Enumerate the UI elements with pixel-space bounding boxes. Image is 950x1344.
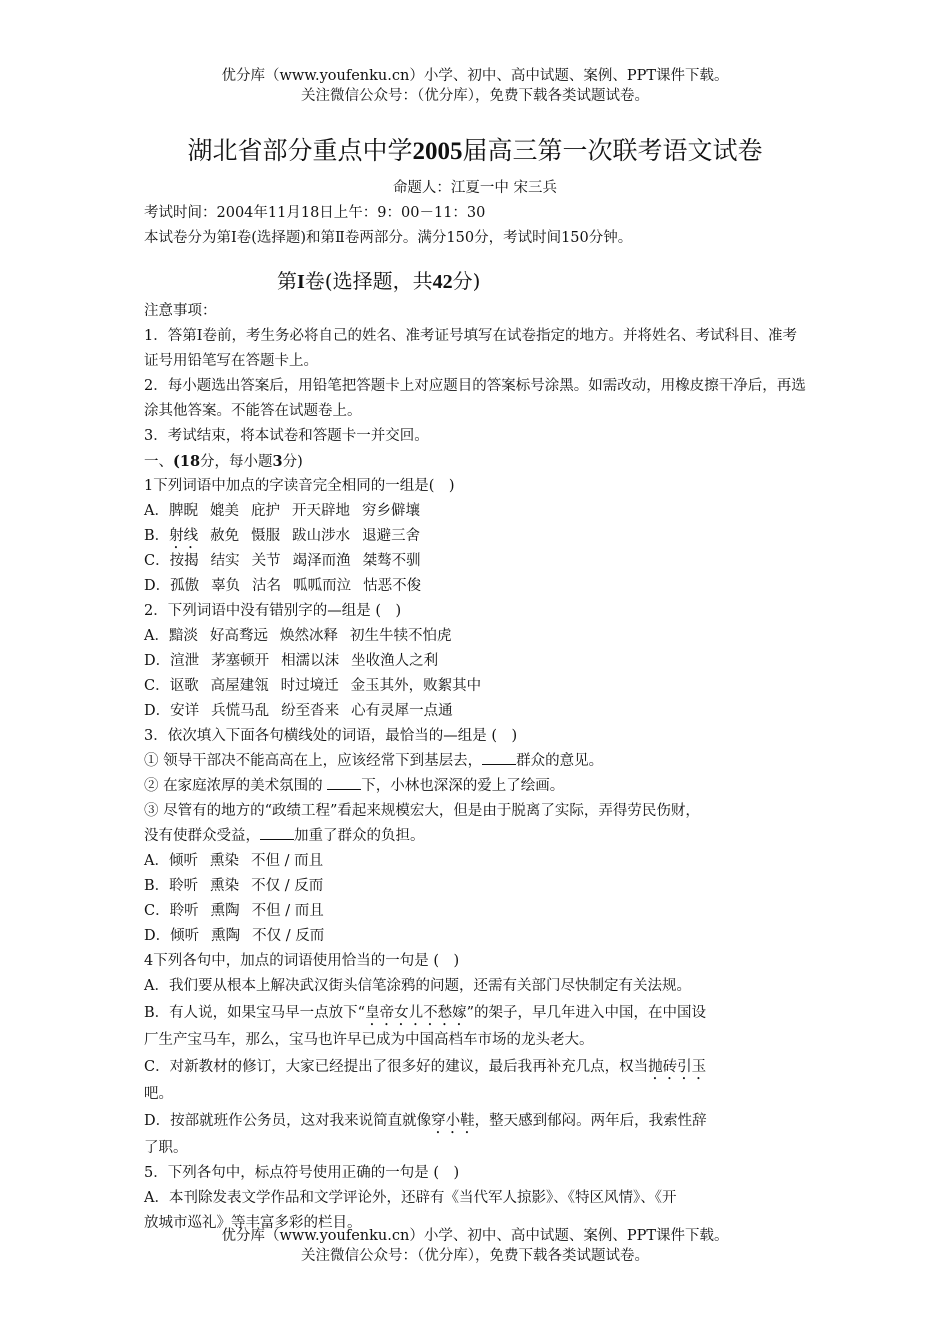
option-letter: C． — [144, 678, 170, 694]
part-heading — [144, 449, 808, 474]
part-mid: 分，每小题 — [200, 454, 273, 470]
option-letter: A． — [144, 628, 169, 644]
option-term: 退避三舍 — [362, 528, 421, 544]
q3-option-b — [144, 874, 808, 899]
option-term: 不仅 / 反而 — [251, 878, 324, 894]
part-pre: 一、 — [144, 454, 173, 470]
option-letter: D． — [144, 578, 171, 594]
option-term: 时过境迁 — [280, 678, 339, 694]
section-score: 42 — [432, 271, 453, 293]
title-post: 届高三第一次联考语文试卷 — [462, 136, 763, 165]
q3-sentence-2 — [144, 774, 808, 799]
option-term: 怙恶不俊 — [363, 578, 422, 594]
notes-title: 注意事项： — [144, 303, 217, 319]
q1-option-d — [144, 574, 808, 599]
q3-option-d — [144, 924, 808, 949]
option-term: 兵慌马乱 — [211, 703, 270, 719]
note-2: 2．每小题选出答案后，用铅笔把答题卡上对应题目的答案标号涂黑。如需改动，用橡皮擦干净后，再选涂其他答案。不能答在试题卷上。 — [144, 378, 806, 419]
option-letter: B． — [144, 878, 170, 894]
q2-stem: 2．下列词语中没有错别字的—组是 ( ) — [144, 603, 402, 619]
q4-option-c — [144, 1053, 808, 1082]
sentence-part: ”的架子，早几年进入中国，在中国设 — [466, 1005, 706, 1021]
option-letter: B． — [144, 528, 170, 544]
option-term: 关节 — [251, 553, 281, 569]
option-term: 相濡以沫 — [281, 653, 340, 669]
option-term: 聆听 — [169, 903, 199, 919]
header-line-1: 优分库（www.youfenku.cn）小学、初中、高中试题、案例、PPT课件下载。 — [221, 68, 729, 84]
option-term: 金玉其外，败絮其中 — [350, 678, 482, 694]
option-letter: A． — [144, 853, 169, 869]
q1-stem: 1下列词语中加点的字读音完全相同的一组是( ) — [144, 478, 455, 494]
option-term: 跋山涉水 — [292, 528, 351, 544]
q1-option-a — [144, 499, 808, 524]
part-each: 3 — [272, 453, 283, 470]
dotted-phrase: 穿小鞋 — [431, 1113, 475, 1129]
footer-line-2: 关注微信公众号：（优分库），免费下载各类试题试卷。 — [301, 1248, 649, 1264]
part-score: (18 — [173, 453, 201, 470]
option-term: 熏染 — [209, 853, 239, 869]
q3-sentence-3: ③ 尽管有的地方的“政绩工程”看起来规模宏大，但是由于脱离了实际，弄得劳民伤财， — [144, 803, 700, 819]
sentence-part: ，整天感到郁闷。两年后，我索性辞 — [474, 1113, 707, 1129]
option-term: 好高骛远 — [209, 628, 268, 644]
option-letter: C． — [144, 553, 170, 569]
blank-line — [260, 825, 294, 840]
q4-option-c-cont: 吧。 — [144, 1086, 173, 1102]
option-term: 结实 — [210, 553, 240, 569]
option-term: 黯淡 — [168, 628, 198, 644]
part-post: 分) — [282, 454, 303, 470]
title-year: 2005 — [412, 138, 463, 165]
q1-option-b — [144, 524, 808, 549]
option-term: 竭泽而渔 — [292, 553, 351, 569]
option-term: 初生牛犊不怕虎 — [349, 628, 452, 644]
footer-line-1: 优分库（www.youfenku.cn）小学、初中、高中试题、案例、PPT课件下载。 — [221, 1228, 729, 1244]
option-term: 讴歌 — [169, 678, 199, 694]
option-term: 孤傲 — [170, 578, 200, 594]
dotted-phrase: 皇帝女儿不愁嫁 — [365, 1005, 467, 1021]
option-term: 赦免 — [210, 528, 240, 544]
option-term: 聆听 — [169, 878, 199, 894]
author-line: 命题人：江夏一中 宋三兵 — [392, 180, 558, 196]
blank-line — [327, 775, 361, 790]
q5-option-a-cont: 放城市巡礼》等丰富多彩的栏目。 — [144, 1215, 362, 1231]
q4-option-b — [144, 999, 808, 1028]
note-3: 3．考试结束，将本试卷和答题卡一并交回。 — [144, 428, 429, 444]
option-term: 安详 — [170, 703, 200, 719]
sentence-part: B．有人说，如果宝马早一点放下“ — [144, 1005, 366, 1021]
option-term: 按揭 — [169, 553, 199, 569]
sentence-part: 没有使群众受益， — [144, 828, 260, 844]
sentence-part: ② 在家庭浓厚的美术氛围的 — [144, 778, 328, 794]
option-term: 茅塞顿开 — [211, 653, 270, 669]
option-term: 辜负 — [211, 578, 241, 594]
section-heading — [144, 263, 808, 299]
exam-body — [144, 201, 808, 1236]
section-mid: 卷(选择题，共 — [304, 269, 433, 293]
dotted-phrase: 抛砖引玉 — [648, 1059, 707, 1075]
section-roman: I — [297, 271, 305, 293]
option-term: 开天辟地 — [291, 503, 350, 519]
section-post: 分) — [452, 269, 481, 293]
option-term: 倾听 — [168, 853, 198, 869]
q2-option-d — [144, 699, 808, 724]
q5-stem: 5．下列各句中，标点符号使用正确的一句是 ( ) — [144, 1165, 460, 1181]
option-term: 沽名 — [252, 578, 282, 594]
option-term: 射线 — [169, 528, 199, 544]
option-term: 呱呱而泣 — [293, 578, 352, 594]
q2-option-c — [144, 674, 808, 699]
page-footer — [0, 1226, 950, 1266]
option-term: 庇护 — [250, 503, 280, 519]
sentence-part: C．对新教材的修订，大家已经提出了很多好的建议，最后我再补充几点，权当 — [144, 1059, 649, 1075]
page-header — [0, 66, 950, 106]
title-pre: 湖北省部分重点中学 — [187, 136, 413, 165]
option-term: 倾听 — [170, 928, 200, 944]
option-letter: C． — [144, 903, 170, 919]
option-term: 心有灵犀一点通 — [351, 703, 453, 719]
q4-option-a: A．我们要从根本上解决武汉街头信笔涂鸦的问题，还需有关部门尽快制定有关法规。 — [144, 978, 691, 994]
option-letter: D． — [144, 928, 171, 944]
q3-option-c — [144, 899, 808, 924]
option-term: 渲泄 — [170, 653, 200, 669]
option-term: 不但 / 而且 — [251, 903, 324, 919]
option-term: 媲美 — [209, 503, 239, 519]
option-term: 不但 / 而且 — [250, 853, 324, 869]
q4-stem: 4下列各句中，加点的词语使用恰当的一句是 ( ) — [144, 953, 460, 969]
exam-intro: 本试卷分为第I卷(选择题)和第Ⅱ卷两部分。满分150分，考试时间150分钟。 — [144, 230, 633, 246]
q3-option-a — [144, 849, 808, 874]
option-term: 桀骜不驯 — [362, 553, 421, 569]
option-letter: D． — [144, 653, 171, 669]
q4-option-d — [144, 1107, 808, 1136]
option-term: 熏陶 — [211, 928, 241, 944]
q2-option-b — [144, 649, 808, 674]
exam-time: 考试时间：2004年11月18日上午：9：00－11：30 — [144, 205, 486, 221]
option-term: 熏陶 — [210, 903, 240, 919]
q3-sentence-3-cont — [144, 824, 808, 849]
option-term: 慑服 — [251, 528, 281, 544]
q1-option-c — [144, 549, 808, 574]
q3-stem: 3．依次填入下面各句横线处的词语，最恰当的—组是 ( ) — [144, 728, 518, 744]
header-line-2: 关注微信公众号：（优分库），免费下载各类试题试卷。 — [301, 88, 649, 104]
option-term: 坐收渔人之利 — [351, 653, 439, 669]
option-term: 脾睨 — [168, 503, 198, 519]
sentence-part: ① 领导干部决不能高高在上，应该经常下到基层去， — [144, 753, 483, 769]
option-term: 穷乡僻壤 — [361, 503, 420, 519]
q4-option-b-cont: 厂生产宝马车，那么，宝马也许早已成为中国高档车市场的龙头老大。 — [144, 1032, 594, 1048]
option-letter: A． — [144, 503, 169, 519]
section-pre: 第 — [277, 269, 297, 293]
option-term: 不仅 / 反而 — [252, 928, 325, 944]
sentence-part: 加重了群众的负担。 — [294, 828, 425, 844]
option-term: 高屋建瓴 — [210, 678, 269, 694]
q2-option-a — [144, 624, 808, 649]
option-term: 熏染 — [210, 878, 240, 894]
sentence-part: D．按部就班作公务员，这对我来说简直就像 — [144, 1113, 432, 1129]
option-term: 焕然冰释 — [279, 628, 338, 644]
option-letter: D． — [144, 703, 171, 719]
q4-option-d-cont: 了职。 — [144, 1140, 188, 1156]
note-1: 1．答第I卷前，考生务必将自己的姓名、准考证号填写在试卷指定的地方。并将姓名、考试科目、准考证号用铅笔写在答题卡上。 — [144, 328, 797, 369]
page-title — [0, 134, 950, 169]
sentence-part: 下，小林也深深的爱上了绘画。 — [361, 778, 565, 794]
q3-sentence-1 — [144, 749, 808, 774]
sentence-part: 群众的意见。 — [516, 753, 604, 769]
blank-line — [482, 750, 516, 765]
q5-option-a: A．本刊除发表文学作品和文学评论外，还辟有《当代军人掠影》、《特区风情》、《开 — [144, 1190, 677, 1206]
option-term: 纷至沓来 — [281, 703, 340, 719]
